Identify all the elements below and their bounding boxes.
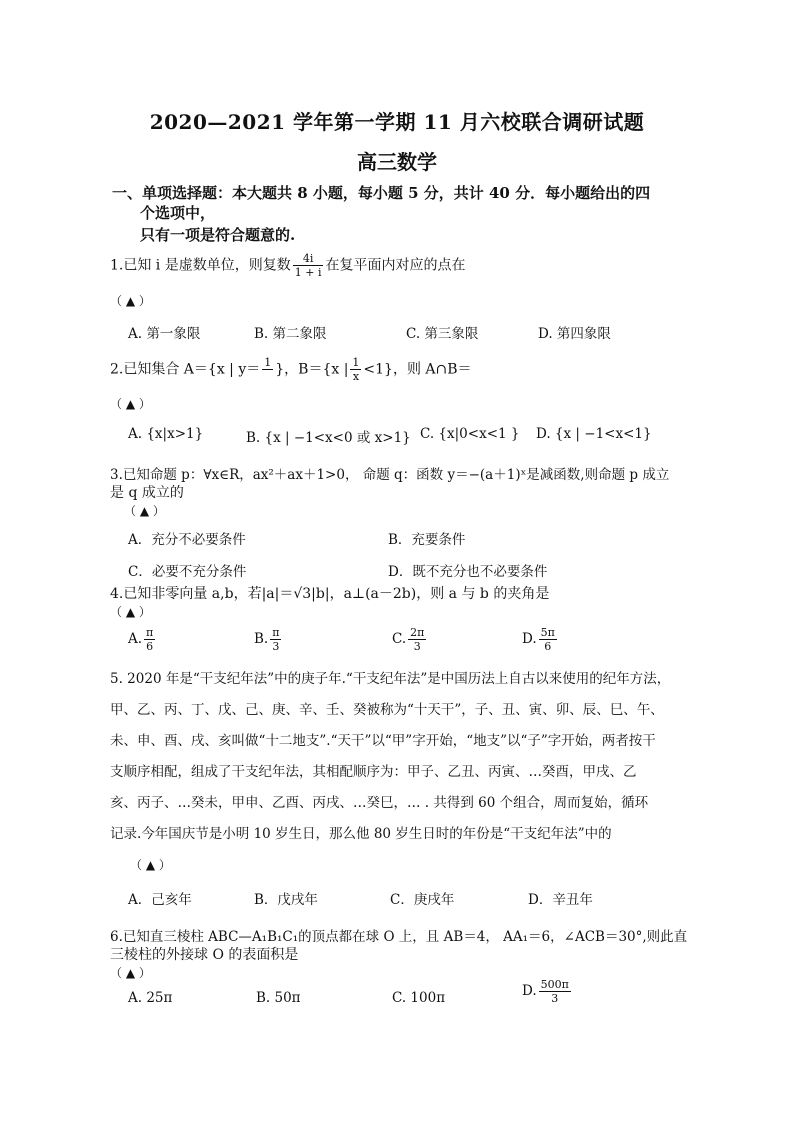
answer-mark: （ ▲ ）	[130, 858, 171, 872]
q2-option-c: C. {x|0<x<1 }	[420, 426, 520, 442]
fraction: $\frac{\pi}{6}$	[146, 626, 154, 653]
q3-option-c: C．必要不充分条件	[128, 564, 247, 580]
q5-option-d: D．辛丑年	[528, 892, 593, 908]
fraction: $\frac{\pi}{3}$	[272, 626, 280, 653]
q4-option-a: A. $\frac{\pi}{6}$	[128, 626, 154, 653]
q5-option-a: A．己亥年	[128, 892, 192, 908]
answer-mark: （ ▲ ）	[110, 294, 151, 308]
section-heading-line2: 个选项中，	[140, 204, 216, 222]
question-6-stem-line2: 三棱柱的外接球 O 的表面积是	[110, 947, 299, 963]
question-3-stem-line2: 是 q 成立的	[110, 485, 184, 501]
fraction: $\frac{2\pi}{3}$	[410, 626, 425, 653]
question-3-stem-line1: 3.已知命题 p：∀x∈R，ax²＋ax＋1>0， 命题 q：函数 y＝−(a＋1)ˣ是减函数,则命题 p 成立	[110, 467, 670, 483]
question-6-stem-line1: 6.已知直三棱柱 ABC—A₁B₁C₁的顶点都在球 O 上，且 AB＝4， AA₁＝6，∠ACB＝30°,则此直	[110, 929, 688, 945]
q4-option-b: B. $\frac{\pi}{3}$	[254, 626, 280, 653]
fraction: 1	[264, 356, 272, 369]
q1-option-b: B. 第二象限	[254, 326, 327, 342]
question-4-stem: 4.已知非零向量 a,b，若|a|＝√3|b|，a⊥(a－2b)，则 a 与 b 的夹角是	[110, 586, 550, 602]
q1-option-a: A. 第一象限	[128, 326, 201, 342]
q6-option-a: A. 25π	[128, 990, 173, 1006]
question-5-stem: 5. 2020 年是“干支纪年法”中的庚子年.“干支纪年法”是中国历法上自古以来使用的纪年方法， 甲、乙、丙、丁、戊、己、庚、辛、壬、癸被称为“十天干”，子、丑、寅、卯、辰、巳、午、 未、申、酉、戌、亥叫做“十二地支”.“天干”以“甲”字开始，“地支”以“子”字开始，两者按干 支顺序相配，组成了干支纪年法，其相配顺序为：甲子、乙丑、丙寅、…癸酉，甲戌、乙 亥、丙子、…癸未，甲申、乙酉、丙戌、…癸巳，… . 共得到 60 个组合，周而复始，循环 记录.今年国庆节是小明 10 岁生日，那么他 80 岁生日时的年份是“干支纪年法”中的	[110, 671, 671, 842]
section-heading-line1: 一、单项选择题：本大题共 8 小题，每小题 5 分，共计 40 分．每小题给出的四	[112, 184, 651, 202]
exam-subject: 高三数学	[357, 150, 437, 174]
q2-option-a: A. {x|x>1}	[128, 426, 204, 442]
question-1-stem: 1.已知 i 是虚数单位，则复数 $\frac{4i}{1 + i}$ 在复平面内对应的点在	[110, 252, 466, 279]
answer-mark: （ ▲ ）	[110, 605, 151, 619]
fraction: $\frac{500\pi}{3}$	[540, 978, 569, 1005]
answer-mark: （ ▲ ）	[124, 504, 165, 518]
fraction: $\frac{5\pi}{6}$	[540, 626, 555, 653]
q5-option-b: B．戊戌年	[254, 892, 318, 908]
question-2-stem: 2.已知集合 A＝{x | y＝ 1 }，B＝{x | $\frac{1}{x}$ <1}，则 A∩B＝	[110, 356, 472, 383]
q6-option-c: C. 100π	[392, 990, 446, 1006]
q4-option-c: C. $\frac{2\pi}{3}$	[392, 626, 425, 653]
answer-mark: （ ▲ ）	[110, 966, 151, 980]
q6-option-d: D. $\frac{500\pi}{3}$	[522, 978, 569, 1005]
q3-option-a: A．充分不必要条件	[128, 532, 246, 548]
q1-option-c: C. 第三象限	[406, 326, 479, 342]
exam-title: 2020—2021 学年第一学期 11 月六校联合调研试题	[149, 110, 645, 134]
q2-option-b: B. {x | −1<x<0 或 x>1}	[246, 430, 411, 446]
fraction: $\frac{4i}{1 + i}$	[294, 252, 322, 279]
q3-option-d: D．既不充分也不必要条件	[388, 564, 548, 580]
fraction: $\frac{1}{x}$	[352, 356, 360, 383]
q3-option-b: B．充要条件	[388, 532, 466, 548]
q4-option-d: D. $\frac{5\pi}{6}$	[522, 626, 555, 653]
section-heading-line3: 只有一项是符合题意的.	[140, 226, 296, 244]
q5-option-c: C．庚戌年	[390, 892, 455, 908]
q2-option-d: D. {x | −1<x<1}	[536, 426, 652, 442]
q6-option-b: B. 50π	[256, 990, 301, 1006]
q1-option-d: D. 第四象限	[538, 326, 611, 342]
answer-mark: （ ▲ ）	[110, 397, 151, 411]
